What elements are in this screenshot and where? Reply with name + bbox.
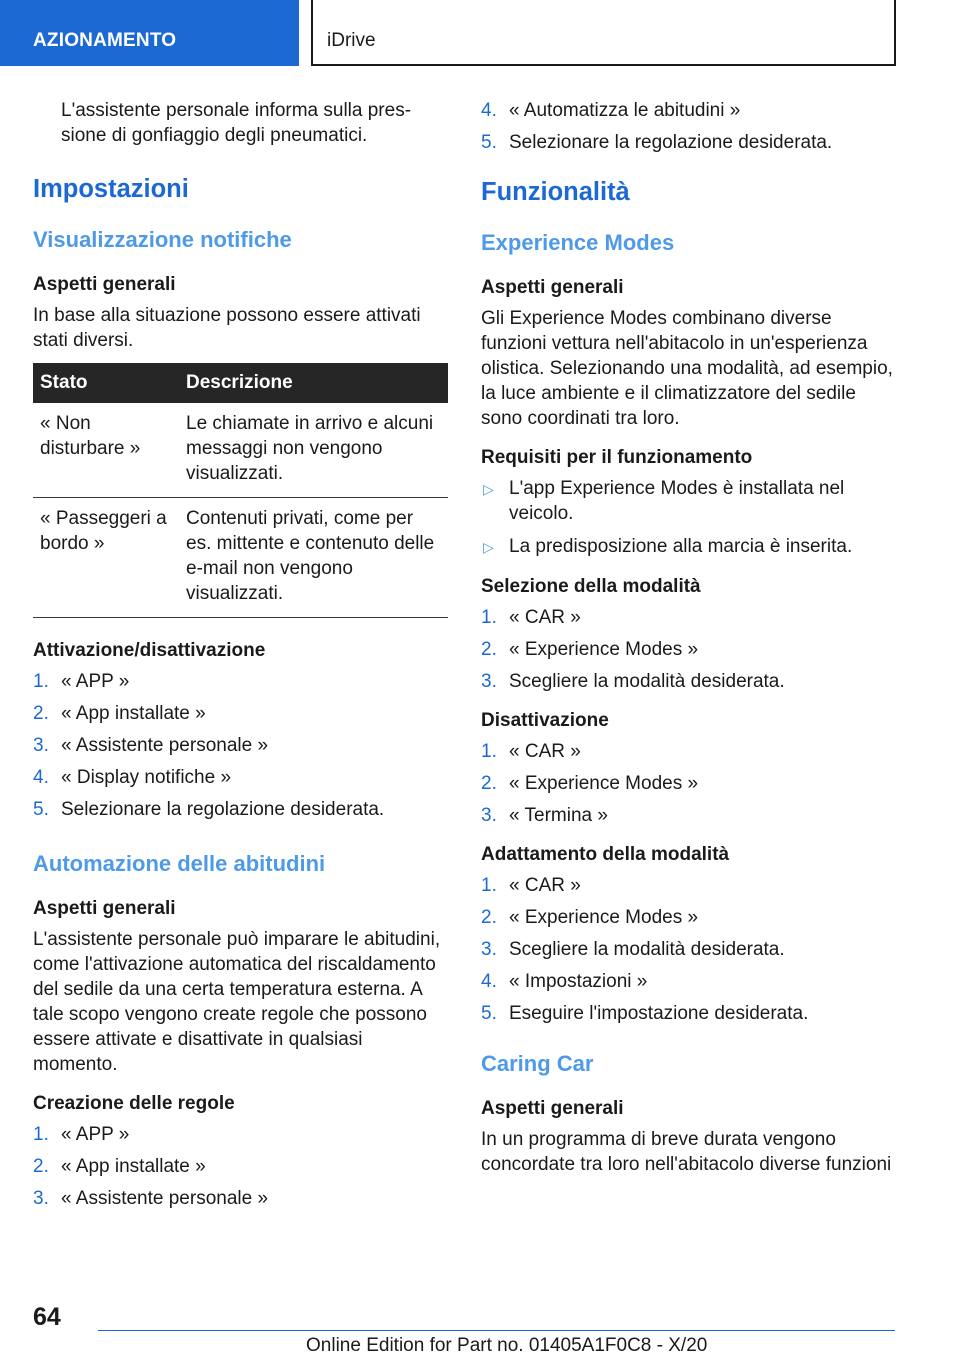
cell-state: « Passeggeri a bordo » bbox=[33, 498, 179, 618]
rules-steps bbox=[33, 1122, 448, 1211]
select-steps bbox=[481, 605, 896, 694]
cell-state: « Non disturbare » bbox=[33, 403, 179, 498]
heading-notifications: Visualizzazione notifiche bbox=[33, 227, 292, 252]
step-text: Scegliere la modalità desiderata. bbox=[509, 671, 785, 692]
requirement-text: La predisposizione alla marcia è inserita. bbox=[509, 536, 853, 557]
exp-general-text: Gli Experience Modes combinano diverse funzioni vettura nell'abitacolo in un'esperienza olistica. Selezionando una modalità, ad esempio, la luce ambiente e il climatizzatore del sedile sono coordinati tra loro. bbox=[481, 308, 893, 429]
heading-exp-general: Aspetti generali bbox=[481, 277, 624, 298]
step-number: 2. bbox=[481, 773, 497, 794]
heading-caring-car: Caring Car bbox=[481, 1051, 594, 1076]
step-item bbox=[33, 765, 448, 790]
step-item bbox=[481, 771, 896, 796]
page-number: 64 bbox=[33, 1303, 61, 1331]
requirement-text: L'app Experience Modes è installata nel veicolo. bbox=[509, 478, 845, 524]
step-number: 2. bbox=[481, 639, 497, 660]
footer-divider bbox=[98, 1330, 895, 1331]
footer-edition: Online Edition for Part no. 01405A1F0C8 - X/20 bbox=[306, 1335, 708, 1356]
step-item bbox=[481, 637, 896, 662]
step-text: « Experience Modes » bbox=[509, 773, 699, 794]
step-text: « Experience Modes » bbox=[509, 639, 699, 660]
caring-text: In un programma di breve durata vengono concordate tra loro nell'abitacolo diverse funzioni bbox=[481, 1129, 892, 1175]
step-text: « CAR » bbox=[509, 741, 581, 762]
heading-deactivation: Disattivazione bbox=[481, 710, 609, 731]
step-text: « Impostazioni » bbox=[509, 971, 648, 992]
step-item bbox=[481, 803, 896, 828]
step-item bbox=[481, 130, 896, 155]
table-header-row bbox=[33, 363, 448, 403]
step-text: « App installate » bbox=[61, 703, 206, 724]
col-header-description: Descrizione bbox=[179, 363, 448, 403]
step-text: « Assistente personale » bbox=[61, 1188, 269, 1209]
step-item bbox=[481, 969, 896, 994]
step-text: Selezionare la regolazione desiderata. bbox=[509, 132, 833, 153]
step-text: « Automatizza le abitudini » bbox=[509, 100, 741, 121]
step-number: 1. bbox=[481, 875, 497, 896]
heading-caring-general: Aspetti generali bbox=[481, 1098, 624, 1119]
step-item bbox=[481, 873, 896, 898]
step-number: 5. bbox=[481, 132, 497, 153]
step-number: 1. bbox=[33, 671, 49, 692]
step-item bbox=[481, 605, 896, 630]
triangle-bullet-icon: ▷ bbox=[483, 481, 494, 497]
step-text: « Termina » bbox=[509, 805, 608, 826]
col-header-state: Stato bbox=[33, 363, 179, 403]
intro-line-2: sione di gonfiaggio degli pneumatici. bbox=[61, 125, 368, 146]
step-item bbox=[481, 905, 896, 930]
step-text: « Experience Modes » bbox=[509, 907, 699, 928]
table-row bbox=[33, 498, 448, 618]
step-item bbox=[481, 937, 896, 962]
left-column bbox=[33, 98, 448, 1218]
step-item bbox=[481, 1001, 896, 1026]
step-number: 3. bbox=[481, 805, 497, 826]
step-number: 3. bbox=[481, 671, 497, 692]
table-row bbox=[33, 403, 448, 498]
intro-text bbox=[33, 98, 448, 148]
list-item bbox=[481, 534, 896, 560]
heading-rules: Creazione delle regole bbox=[33, 1093, 235, 1114]
general-text: In base alla situazione possono essere attivati stati diversi. bbox=[33, 305, 421, 351]
step-number: 4. bbox=[481, 971, 497, 992]
intro-line-1: L'assistente personale informa sulla pres- bbox=[61, 100, 412, 121]
step-text: Eseguire l'impostazione desiderata. bbox=[509, 1003, 809, 1024]
step-number: 3. bbox=[33, 1188, 49, 1209]
triangle-bullet-icon: ▷ bbox=[483, 539, 494, 555]
step-item bbox=[33, 733, 448, 758]
step-number: 3. bbox=[33, 735, 49, 756]
step-text: « Assistente personale » bbox=[61, 735, 269, 756]
heading-requirements: Requisiti per il funzionamento bbox=[481, 447, 753, 468]
step-number: 5. bbox=[481, 1003, 497, 1024]
step-text: « APP » bbox=[61, 671, 130, 692]
heading-adapt-mode: Adattamento della modalità bbox=[481, 844, 730, 865]
step-text: « CAR » bbox=[509, 607, 581, 628]
step-item bbox=[33, 1186, 448, 1211]
step-item bbox=[33, 797, 448, 822]
step-text: Scegliere la modalità desiderata. bbox=[509, 939, 785, 960]
step-text: Selezionare la regolazione desiderata. bbox=[61, 799, 385, 820]
step-text: « APP » bbox=[61, 1124, 130, 1145]
heading-settings: Impostazioni bbox=[33, 175, 189, 203]
step-number: 1. bbox=[33, 1124, 49, 1145]
heading-habits: Automazione delle abitudini bbox=[33, 851, 326, 876]
step-number: 2. bbox=[33, 1156, 49, 1177]
cell-description: Contenuti privati, come per es. mittente e contenuto delle e-mail non vengono visualizzati. bbox=[179, 498, 448, 618]
step-item bbox=[481, 739, 896, 764]
step-item bbox=[33, 701, 448, 726]
step-text: « CAR » bbox=[509, 875, 581, 896]
habits-continued-steps bbox=[481, 98, 896, 155]
deactivation-steps bbox=[481, 739, 896, 828]
habits-text: L'assistente personale può imparare le abitudini, come l'attivazione automatica del riscaldamento del sedile da una certa temperatura esterna. A tale scopo vengono create regole che possono essere attivate e disattivate in qualsiasi momento. bbox=[33, 929, 441, 1075]
step-number: 3. bbox=[481, 939, 497, 960]
step-number: 2. bbox=[481, 907, 497, 928]
requirements-list bbox=[481, 476, 896, 560]
heading-habits-general: Aspetti generali bbox=[33, 898, 176, 919]
heading-general: Aspetti generali bbox=[33, 274, 176, 295]
list-item bbox=[481, 476, 896, 526]
adapt-steps bbox=[481, 873, 896, 1026]
heading-activation: Attivazione/disattivazione bbox=[33, 640, 266, 661]
step-number: 5. bbox=[33, 799, 49, 820]
step-text: « Display notifiche » bbox=[61, 767, 232, 788]
chapter-title: iDrive bbox=[311, 0, 896, 66]
heading-features: Funzionalità bbox=[481, 178, 630, 206]
step-item bbox=[481, 98, 896, 123]
step-item bbox=[33, 1122, 448, 1147]
step-item bbox=[481, 669, 896, 694]
right-column bbox=[481, 98, 896, 1189]
states-table bbox=[33, 363, 448, 618]
step-item bbox=[33, 669, 448, 694]
step-number: 4. bbox=[33, 767, 49, 788]
step-number: 1. bbox=[481, 741, 497, 762]
step-number: 4. bbox=[481, 100, 497, 121]
section-tab: AZIONAMENTO bbox=[0, 0, 299, 66]
cell-description: Le chiamate in arrivo e alcuni messaggi non vengono visualizzati. bbox=[179, 403, 448, 498]
step-item bbox=[33, 1154, 448, 1179]
heading-select-mode: Selezione della modalità bbox=[481, 576, 701, 597]
activation-steps bbox=[33, 669, 448, 822]
step-number: 2. bbox=[33, 703, 49, 724]
step-number: 1. bbox=[481, 607, 497, 628]
step-text: « App installate » bbox=[61, 1156, 206, 1177]
heading-experience-modes: Experience Modes bbox=[481, 230, 675, 255]
